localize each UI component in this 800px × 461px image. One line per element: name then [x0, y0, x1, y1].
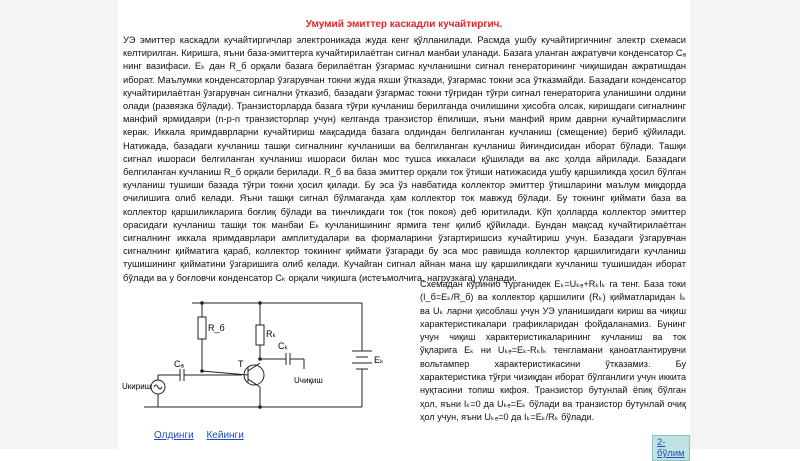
main-paragraph: УЭ эмиттер каскадли кучайтиргичлар электроникада жуда кенг қўлланилади. Расмда ушбу кучайтиргичнинг электр схемаси келтирилган. Киришга, яъни база-эмиттерга кучайтирилаётган сигнал манбаи уланади. Базага уланган ажратувчи конденсатор Cₐ нинг вазифаси. Eₖ дан R_б орқали базага берилаётган ўзгармас кучланишни сигнал генераторининг чиқишидан ажратишдан иборат. Маълумки конденсаторлар ўзгарувчан токни жуда яхши ўтказади, ўзгармас токни эса ўтказмайди. Базадаги конденсатор кучайтирилаётган ўзгарувчан сигнални ўтказиб, базадаги ўзгармас токни тўғридан тўғри сигнал генераторига уланишини олдини олади (развязка бўлади). Транзисторларда базага тўғри кучланиш берилганда очилишини ҳисобга олсак, киришдаги сигналнинг манфий ярмидаяри (n-p-n транзисторлар учун) келганда транзистор ёпилиши, яъни манфий ярим даврни кучайтирмаслиги керак. Иккала яримдаврларни кучайтириш мақсадида базага олдиндан белгиланган кучланиш (смещение) бериб қўйилади. Натижада, базадаги кучланиш ташқи сигналнинг кучланиши ва белгиланган кучланиш йиғиндисидан иборат бўлади. Ташқи сигнал ишораси белгиланган кучланиш ишораси билан мос тушса иккаласи қўшилади ва акс ҳолда айрилади. Базадаги белгиланган кучланиш R_б орқали берилади. R_б ва база эмиттер орқали ток ўтиши натижасида ушбу қаршиликда ҳосил бўлган кучланиш тушиши базада тўғри токни ҳосил қилади. Бу эса ўз навбатида коллектор эмиттер ўтишларини маълум миқдорда очилишига олиб келади. Яъни ташқи сигнал бўлмаганда ҳам коллектор ток мавжуд бўлади. Бу токнинг қиймати база ва коллектор қаршиликларига боғлиқ бўлади ва тинчликдаги ток (ток покоя) деб юритилади. Кўп ҳолларда коллектор эмиттер орасидаги кучланиш ташқи ток манбаи Eₖ кучланишининг ярмига тенг қилиб қўйилади. Бундан мақсад кучайтирилаётган сигналнинг иккала яримдаврлари амплитудалари ва формаларини ўзгартиришсиз кучайтириш учун. Базадаги ўзгарувчан сигналнинг қийматига қараб, коллектор токининг қиймати ўзгаради бу эса мос равишда коллектор қаршилигидаги кучланиш тушишининг қийматини ўзгаришига олиб келади. Кучайган сигнал айнан мана шу қаршиликдаги кучланиш тушишидан иборат бўлади ва у боғловчи конденсатор Cₖ орқали чиқишга (истеъмолчига, нагрузкага) уланади. — [123, 35, 686, 283]
side-paragraph: Схемадан кўриниб турганидек Eₖ=Uₖₑ+RₖIₖ га тенг. База токи (I_б=Eₖ/R_б) ва коллектор қаршилиги (Rₖ) қийматларидан Iₖ ва Uₖ ларни ҳисоблаш учун УЭ уланишидаги кириш ва чиқиш характеристикалари графикларидан фойдаланамиз. Бунинг учун чиқиш характеристикаларининг кучланиш ва ток ўқларига Eₖ ни Uₖₑ=Eₖ-RₖIₖ тенгламани қаноатлантирувчи вольтампер характеристикасини ўтказамиз. Бу характеристика тўғри чизиқдан иборат бўлганлиги учун иккита нуқтасини топиш кифоя. Транзистор бутунлай ёпиқ бўлган ҳол, яъни Iₖ=0 да Uₖₑ=Eₖ бўлади ва транзистор бутунлай очиқ ҳол учун, яъни Uₖₑ=0 да Iₖ=Eₖ/Rₖ бўлади. — [420, 279, 686, 422]
right-margin — [690, 0, 800, 449]
label-rk: Rₖ — [266, 329, 277, 339]
circuit-diagram — [122, 297, 412, 417]
page-title: Умумий эмиттер каскадли кучайтиргич. — [305, 19, 503, 30]
bottom-nav — [154, 430, 254, 441]
next-link[interactable]: Кейинги — [206, 430, 244, 441]
label-uout: Uчиқиш — [294, 376, 323, 385]
label-ck: Cₖ — [278, 341, 289, 351]
label-rb: R_б — [208, 323, 225, 333]
label-uin: Uкириш — [122, 382, 152, 391]
section-2-button[interactable]: 2-бўлим — [652, 435, 690, 461]
label-t: T — [238, 359, 244, 369]
slide-page — [118, 14, 690, 459]
label-ek: Eₖ — [374, 355, 384, 365]
prev-link[interactable]: Олдинги — [154, 430, 194, 441]
label-ca: Cₐ — [174, 359, 184, 369]
left-margin — [0, 0, 118, 449]
